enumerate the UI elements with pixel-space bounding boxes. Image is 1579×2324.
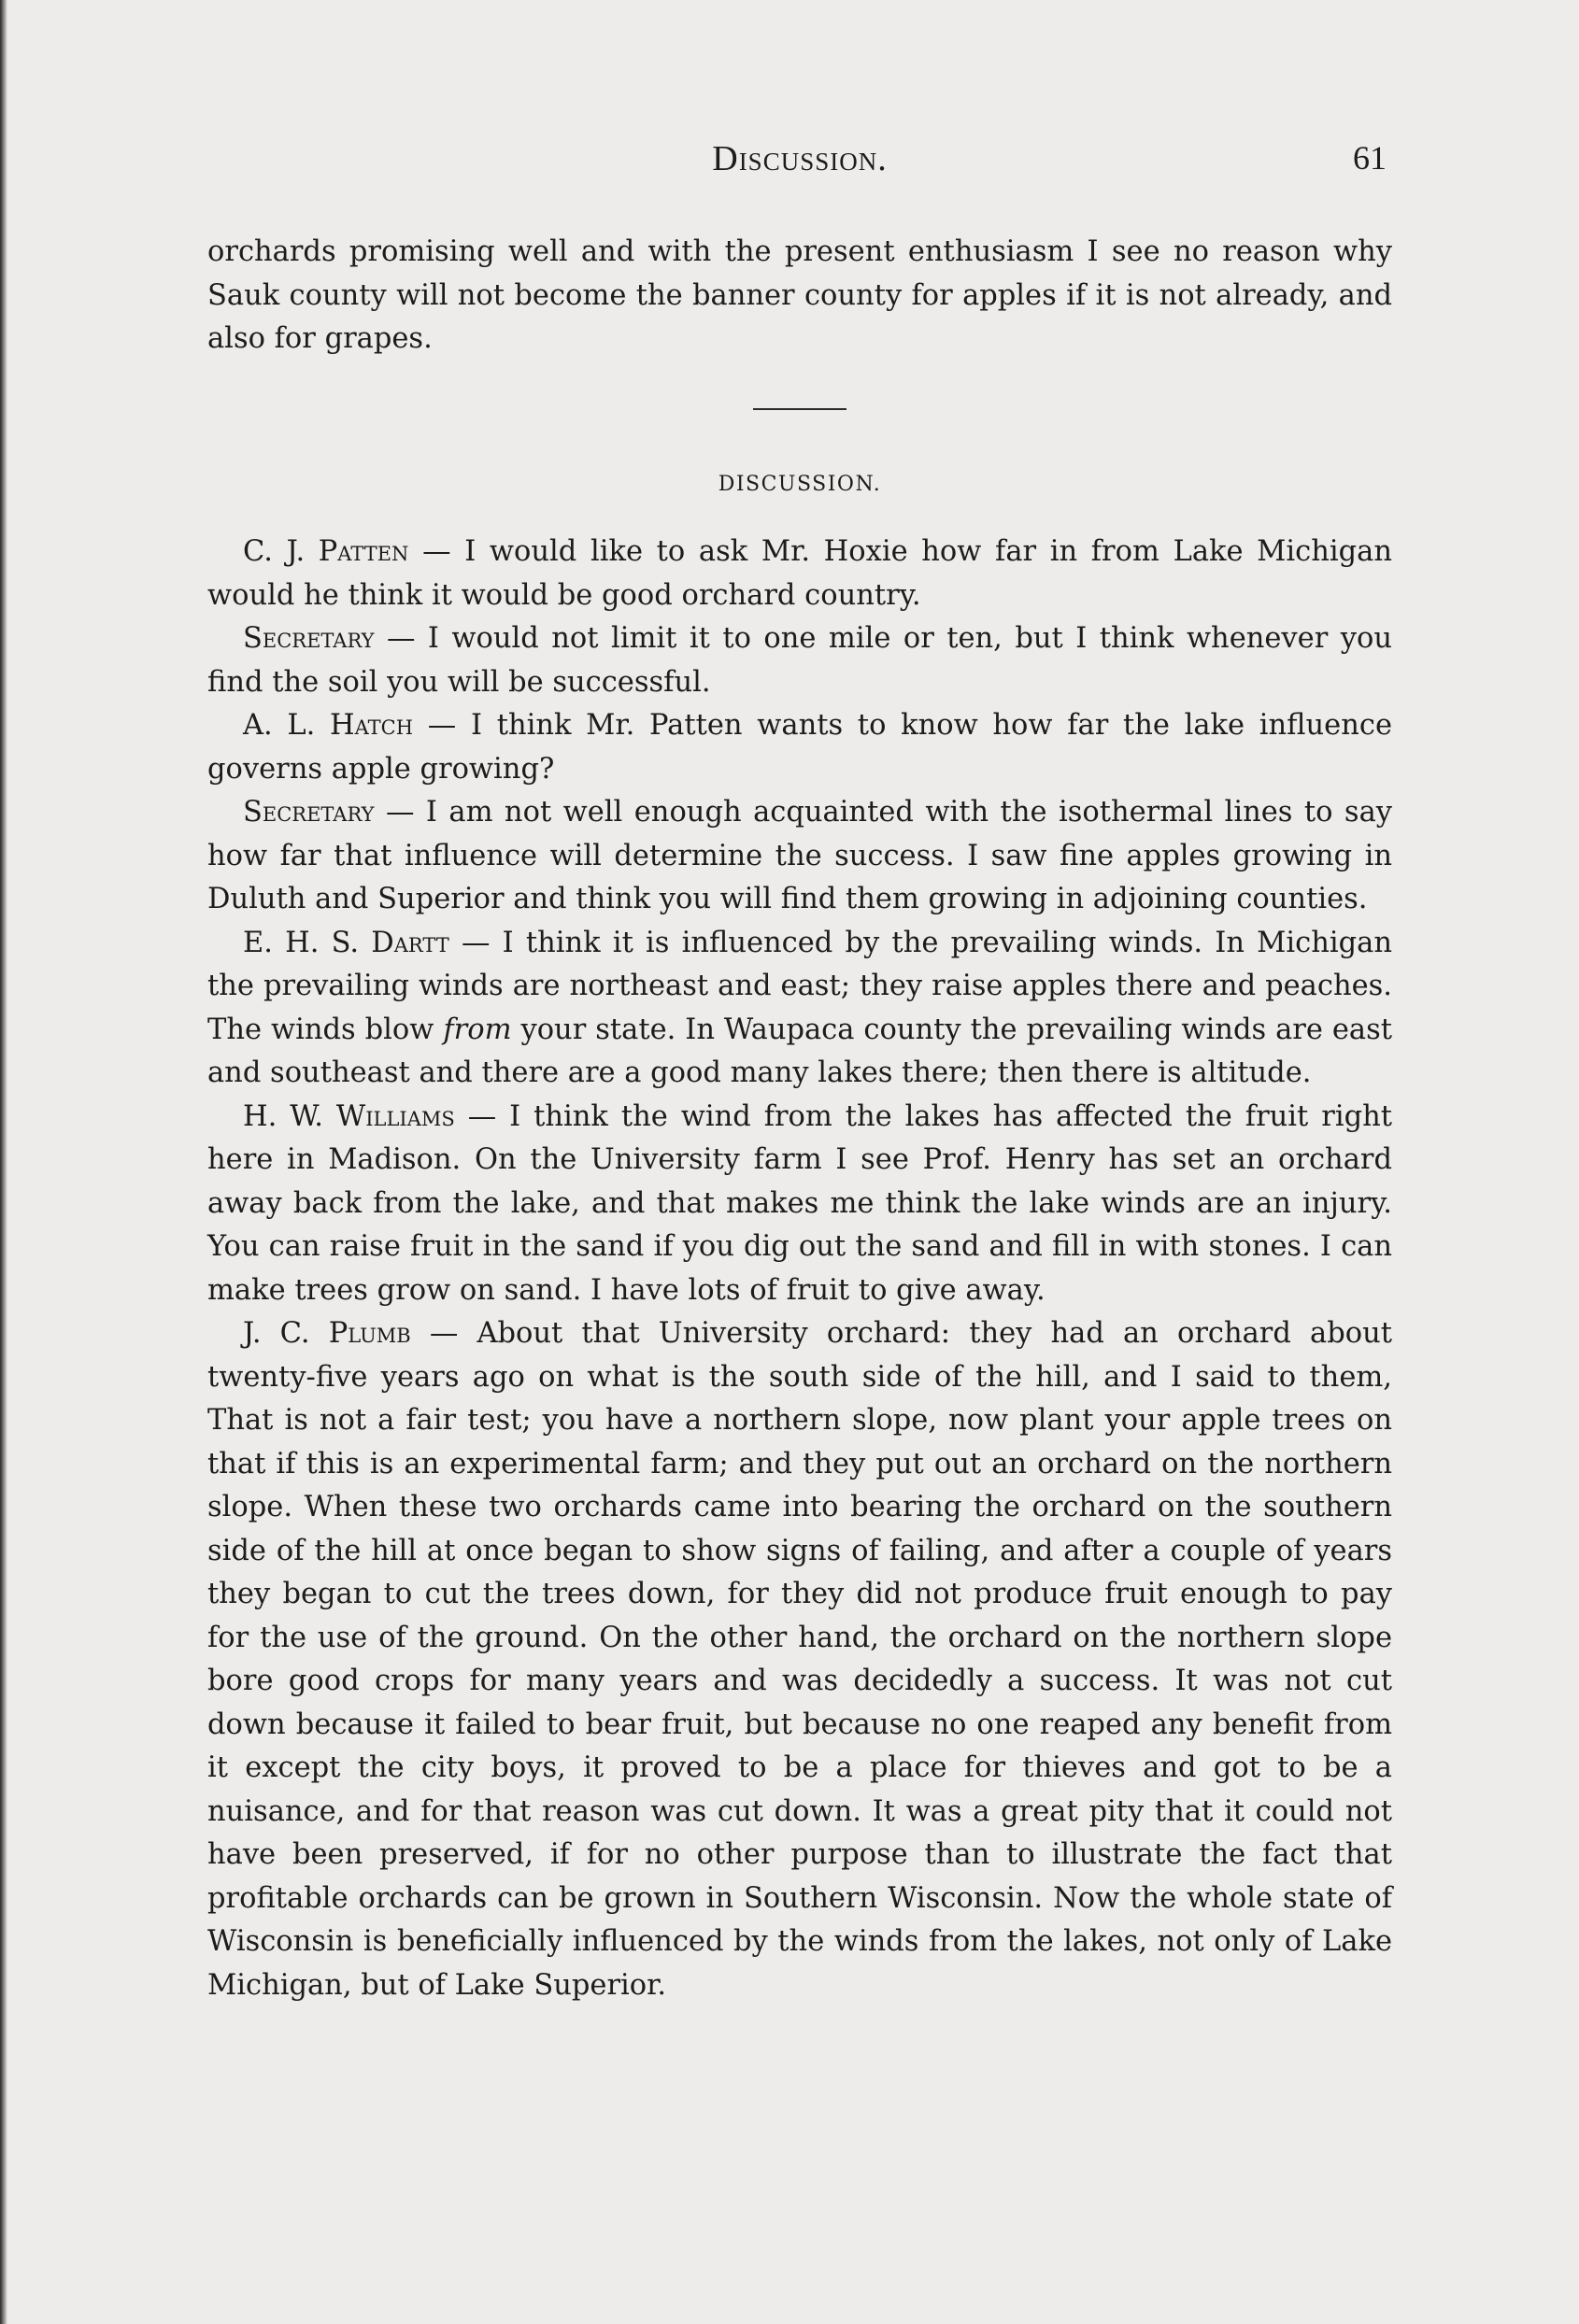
- dash: —: [413, 709, 471, 742]
- exchange-secretary-2: [207, 791, 1392, 922]
- dash: —: [448, 926, 503, 959]
- page-binding-edge: [0, 0, 7, 2324]
- page-number: 61: [1353, 139, 1387, 177]
- exchange-text: I am not well enough acquainted with the isothermal lines to say how far that influence will determine the success. I saw fine apples growing in Duluth and Superior and think you will find them growing in adjoining counties.: [207, 796, 1392, 915]
- exchange-text: I think it is influenced by the prevailing winds. In Michigan the prevailing winds are northeast and east; they raise apples there and peaches. The winds blow: [207, 926, 1392, 1046]
- intro-block: [207, 231, 1392, 361]
- exchange-hatch: [207, 704, 1392, 791]
- exchange-emphasis: from: [443, 1013, 512, 1046]
- discussion-block: [207, 531, 1392, 2007]
- exchange-williams: [207, 1096, 1392, 1313]
- exchange-text: I think Mr. Patten wants to know how far the lake influence governs apple growing?: [207, 709, 1392, 786]
- dash: —: [374, 622, 428, 655]
- exchange-dartt: [207, 922, 1392, 1096]
- speaker-name: C. J. Patten: [243, 535, 409, 568]
- dash: —: [454, 1099, 510, 1133]
- speaker-name: A. L. Hatch: [243, 709, 414, 742]
- speaker-name: H. W. Williams: [243, 1099, 455, 1133]
- section-divider: [753, 408, 846, 410]
- running-title: Discussion.: [712, 139, 888, 178]
- exchange-text: About that University orchard: they had an orchard about twenty-five years ago on what is the south side of the hill, and I said to them, That is not a fair test; you have a northern slope, now plant your apple trees on that if this is an experimental farm; and they put out an orchard on the northern slope. When these two orchards came into bearing the orchard on the southern side of the hill at once began to show signs of failing, and after a couple of years they began to cut the trees down, for they did not produce fruit enough to pay for the use of the ground. On the other hand, the orchard on the northern slope bore good crops for many years and was decidedly a success. It was not cut down because it failed to bear fruit, but because no one reaped any benefit from it except the city boys, it proved to be a place for thieves and got to be a nuisance, and for that reason was cut down. It was a great pity that it could not have been preserved, if for no other purpose than to illustrate the fact that profitable orchards can be grown in Southern Wisconsin. Now the whole state of Wisconsin is beneficially influenced by the winds from the lakes, not only of Lake Michigan, but of Lake Superior.: [207, 1317, 1393, 2002]
- dash: —: [408, 535, 465, 568]
- exchange-text: I would not limit it to one mile or ten, but I think whenever you find the soil you will be successful.: [207, 622, 1392, 699]
- running-head: [213, 138, 1387, 183]
- section-heading: DISCUSSION.: [718, 473, 882, 496]
- exchange-secretary-1: [207, 617, 1392, 704]
- speaker-name: Secretary: [243, 622, 375, 655]
- speaker-name: Secretary: [243, 796, 375, 829]
- dash: —: [410, 1317, 477, 1350]
- exchange-plumb: [207, 1312, 1392, 2007]
- speaker-name: E. H. S. Dartt: [243, 926, 449, 959]
- dash: —: [374, 796, 426, 829]
- exchange-text: your state. In Waupaca county the prevailing winds are east and southeast and there are a good many lakes there; then there is altitude.: [207, 1013, 1392, 1089]
- exchange-text: I would like to ask Mr. Hoxie how far in from Lake Michigan would he think it would be good orchard country.: [207, 535, 1392, 612]
- exchange-text: I think the wind from the lakes has affected the fruit right here in Madison. On the University farm I see Prof. Henry has set an orchard away back from the lake, and that makes me think the lake winds are an injury. You can raise fruit in the sand if you dig out the sand and fill in with stones. I can make trees grow on sand. I have lots of fruit to give away.: [207, 1099, 1393, 1307]
- intro-paragraph: orchards promising well and with the present enthusiasm I see no reason why Sauk county will not become the banner county for apples if it is not already, and also for grapes.: [207, 235, 1392, 355]
- exchange-patten: [207, 531, 1392, 617]
- speaker-name: J. C. Plumb: [243, 1317, 411, 1350]
